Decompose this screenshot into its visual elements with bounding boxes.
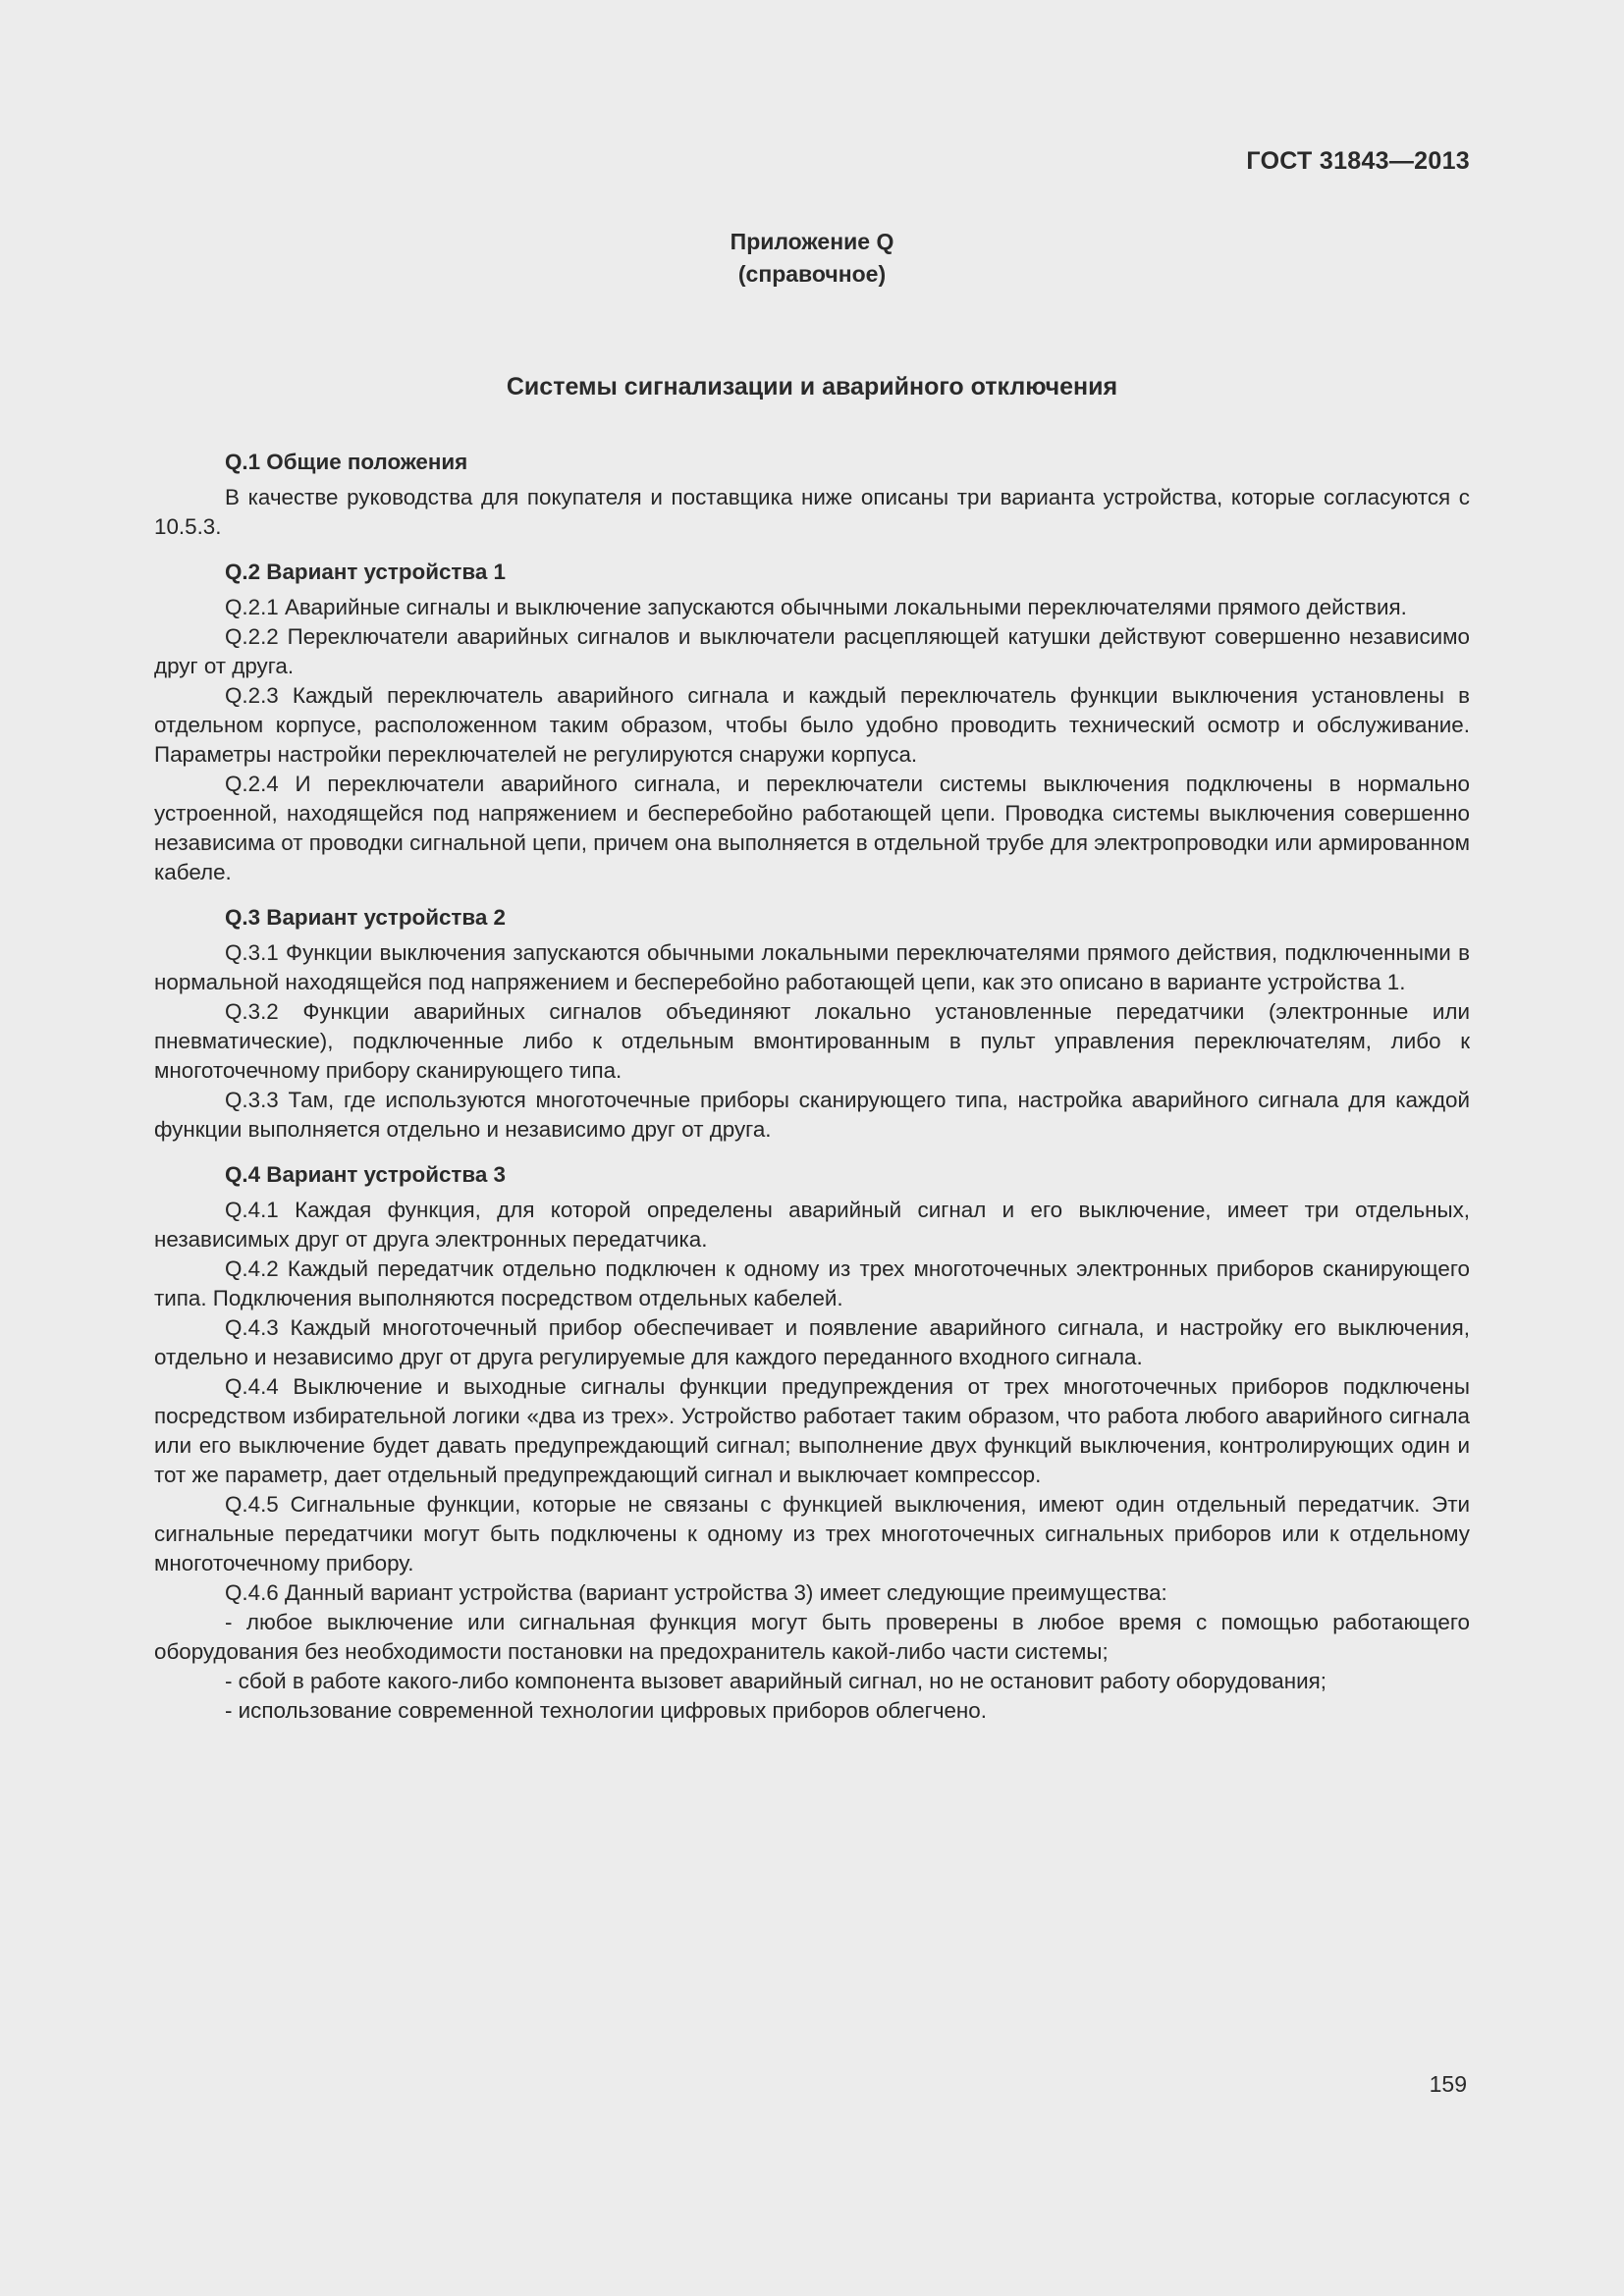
appendix-title: Приложение Q [730, 229, 894, 254]
section-heading-q1: Q.1 Общие положения [225, 450, 468, 474]
paragraph-q2-4: Q.2.4 И переключатели аварийного сигнала, и переключатели системы выключения подключены в нормально устроенной, находящейся под напряжением и бесперебойно работающей цепи. Проводка системы выключения совершенно независима от проводки сигнальной цепи, причем она выполняется в отдельной трубе для электропроводки или армированном кабеле. [154, 772, 1470, 884]
paragraph-q2-3: Q.2.3 Каждый переключатель аварийного сигнала и каждый переключатель функции выключения установлены в отдельном корпусе, расположенном таким образом, чтобы было удобно проводить технический осмотр и обслуживание. Параметры настройки переключателей не регулируются снаружи корпуса. [154, 683, 1470, 767]
section-title: Системы сигнализации и аварийного отключения [506, 373, 1118, 400]
appendix-heading [0, 226, 1624, 291]
paragraph-q3-1: Q.3.1 Функции выключения запускаются обычными локальными переключателями прямого действия, подключенными в нормальной находящейся под напряжением и бесперебойно работающей цепи, как это описано в варианте устройства 1. [154, 940, 1470, 994]
paragraph-q3-3: Q.3.3 Там, где используются многоточечные приборы сканирующего типа, настройка аварийного сигнала для каждой функции выполняется отдельно и независимо друг от друга. [154, 1088, 1470, 1142]
list-item-advantage-2: - сбой в работе какого-либо компонента вызовет аварийный сигнал, но не остановит работу оборудования; [225, 1669, 1326, 1693]
section-heading-q3: Q.3 Вариант устройства 2 [225, 905, 506, 930]
list-item-advantage-3: - использование современной технологии цифровых приборов облегчено. [225, 1698, 987, 1723]
paragraph-q3-2: Q.3.2 Функции аварийных сигналов объединяют локально установленные передатчики (электронные или пневматические), подключенные либо к отдельным вмонтированным в пульт управления переключателям, либо к многоточечному прибору сканирующего типа. [154, 999, 1470, 1083]
paragraph-q4-1: Q.4.1 Каждая функция, для которой определены аварийный сигнал и его выключение, имеет три отдельных, независимых друг от друга электронных передатчика. [154, 1198, 1470, 1252]
paragraph-q4-2: Q.4.2 Каждый передатчик отдельно подключен к одному из трех многоточечных электронных приборов сканирующего типа. Подключения выполняются посредством отдельных кабелей. [154, 1256, 1470, 1310]
paragraph-q4-4: Q.4.4 Выключение и выходные сигналы функции предупреждения от трех многоточечных приборов подключены посредством избирательной логики «два из трех». Устройство работает таким образом, что работа любого аварийного сигнала или его выключение будет давать предупреждающий сигнал; выполнение двух функций выключения, контролирующих один и тот же параметр, дает отдельный предупреждающий сигнал и выключает компрессор. [154, 1374, 1470, 1487]
section-heading-q2: Q.2 Вариант устройства 1 [225, 560, 506, 584]
paragraph-q4-6: Q.4.6 Данный вариант устройства (вариант устройства 3) имеет следующие преимущества: [225, 1580, 1167, 1605]
document-body [154, 448, 1470, 1726]
paragraph-q1-intro: В качестве руководства для покупателя и поставщика ниже описаны три варианта устройства, которые согласуются с 10.5.3. [154, 485, 1470, 539]
paragraph-q2-1: Q.2.1 Аварийные сигналы и выключение запускаются обычными локальными переключателями прямого действия. [225, 595, 1407, 619]
appendix-subtitle: (справочное) [737, 261, 887, 287]
list-item-advantage-1: - любое выключение или сигнальная функция могут быть проверены в любое время с помощью работающего оборудования без необходимости постановки на предохранитель какой-либо части системы; [154, 1610, 1470, 1664]
section-heading-q4: Q.4 Вариант устройства 3 [225, 1162, 506, 1187]
paragraph-q4-3: Q.4.3 Каждый многоточечный прибор обеспечивает и появление аварийного сигнала, и настройку его выключения, отдельно и независимо друг от друга регулируемые для каждого переданного входного сигнала. [154, 1315, 1470, 1369]
paragraph-q4-5: Q.4.5 Сигнальные функции, которые не связаны с функцией выключения, имеют один отдельный передатчик. Эти сигнальные передатчики могут быть подключены к одному из трех многоточечных сигнальных приборов или к отдельному многоточечному прибору. [154, 1492, 1470, 1575]
page-number: 159 [1429, 2071, 1467, 2097]
standard-number: ГОСТ 31843—2013 [1246, 147, 1470, 175]
paragraph-q2-2: Q.2.2 Переключатели аварийных сигналов и выключатели расцепляющей катушки действуют совершенно независимо друг от друга. [154, 624, 1470, 678]
